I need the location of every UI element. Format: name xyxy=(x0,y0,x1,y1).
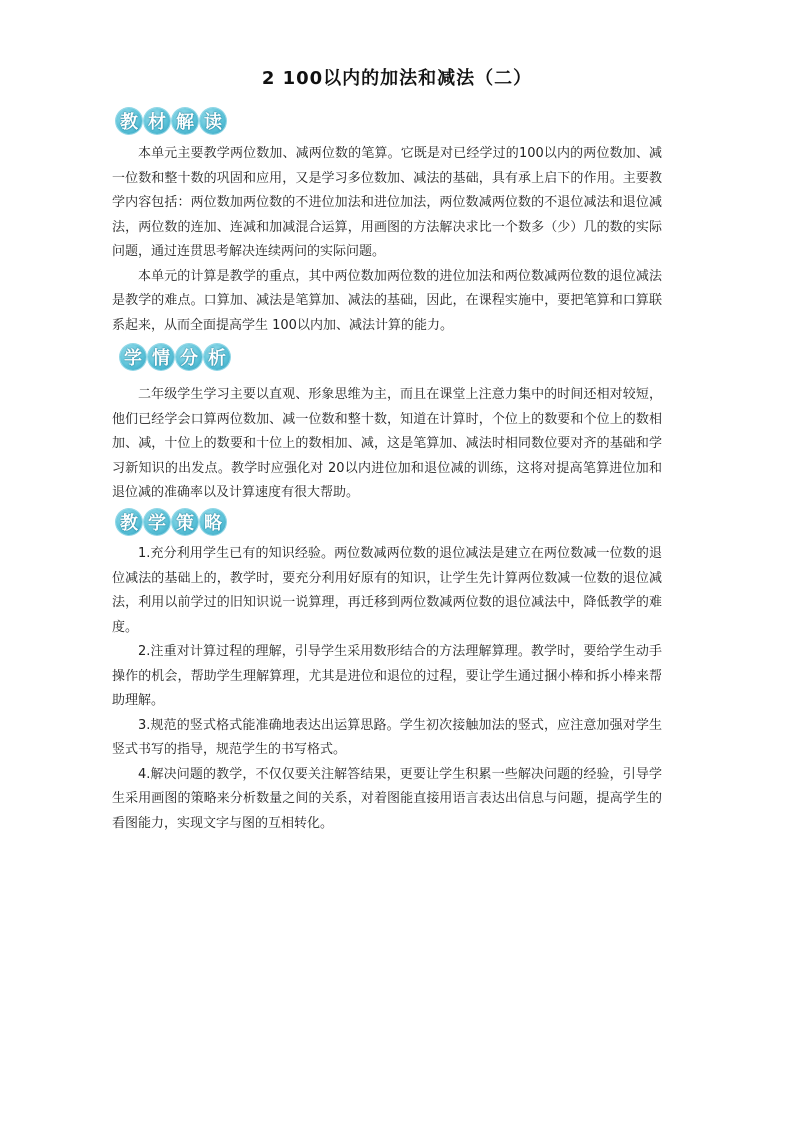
section-body-learner-analysis xyxy=(112,383,662,506)
paragraph: 二年级学生学习主要以直观、形象思维为主，而且在课堂上注意力集中的时间还相对较短，他们已经学会口算两位数加、减一位数和整十数，知道在计算时，个位上的数要和个位上的数相加、减，十位上的数要和十位上的数相加、减，这是笔算加、减法时相同数位要对齐的基础和学习新知识的出发点。教学时应强化对 20以内进位加和退位减的训练，这将对提高笔算进位加和退位减的准确率以及计算速度有很大帮助。 xyxy=(112,387,662,500)
paragraph: 1.充分利用学生已有的知识经验。两位数减两位数的退位减法是建立在两位数减一位数的退位减法的基础上的，教学时，要充分利用好原有的知识，让学生先计算两位数减一位数的退位减法，利用以前学过的旧知识说一说算理，再迁移到两位数减两位数的退位减法中，降低教学的难度。 xyxy=(112,546,662,635)
heading-char: 教 xyxy=(116,108,142,134)
page-title: 2 100以内的加法和减法（二） xyxy=(261,68,533,89)
heading-char: 策 xyxy=(172,509,198,535)
paragraph: 3.规范的竖式格式能准确地表达出运算思路。学生初次接触加法的竖式，应注意加强对学生竖式书写的指导，规范学生的书写格式。 xyxy=(112,717,662,757)
heading-char: 学 xyxy=(120,344,146,370)
heading-char: 教 xyxy=(116,509,142,535)
paragraph: 4.解决问题的教学，不仅仅要关注解答结果，更要让学生积累一些解决问题的经验，引导学生采用画图的策略来分析数量之间的关系，对着图能直接用语言表达出信息与问题，提高学生的看图能力，实现文字与图的互相转化。 xyxy=(112,766,662,831)
heading-char: 解 xyxy=(172,108,198,134)
heading-char: 析 xyxy=(204,344,230,370)
section-body-teaching-strategy xyxy=(112,542,662,836)
heading-char: 情 xyxy=(148,344,174,370)
section-heading-learner-analysis xyxy=(120,342,230,372)
paragraph: 本单元主要教学两位数加、减两位数的笔算。它既是对已经学过的100以内的两位数加、减一位数和整十数的巩固和应用，又是学习多位数加、减法的基础，具有承上启下的作用。主要教学内容包括：两位数加两位数的不进位加法和进位加法，两位数减两位数的不退位减法和退位减法，两位数的连加、连减和加减混合运算，用画图的方法解决求比一个数多（少）几的数的实际问题，通过连贯思考解决连续两问的实际问题。 xyxy=(112,146,662,259)
paragraph: 本单元的计算是教学的重点，其中两位数加两位数的进位加法和两位数减两位数的退位减法是教学的难点。口算加、减法是笔算加、减法的基础，因此，在课程实施中，要把笔算和口算联系起来，从而全面提高学生 100以内加、减法计算的能力。 xyxy=(112,268,662,333)
heading-char: 读 xyxy=(200,108,226,134)
section-body-textbook-interpretation xyxy=(112,142,662,338)
heading-char: 材 xyxy=(144,108,170,134)
section-heading-teaching-strategy xyxy=(116,507,226,537)
heading-char: 略 xyxy=(200,509,226,535)
section-heading-textbook-interpretation xyxy=(116,106,226,136)
heading-char: 学 xyxy=(144,509,170,535)
paragraph: 2.注重对计算过程的理解，引导学生采用数形结合的方法理解算理。教学时，要给学生动手操作的机会，帮助学生理解算理，尤其是进位和退位的过程，要让学生通过捆小棒和拆小棒来帮助理解。 xyxy=(112,644,662,708)
heading-char: 分 xyxy=(176,344,202,370)
